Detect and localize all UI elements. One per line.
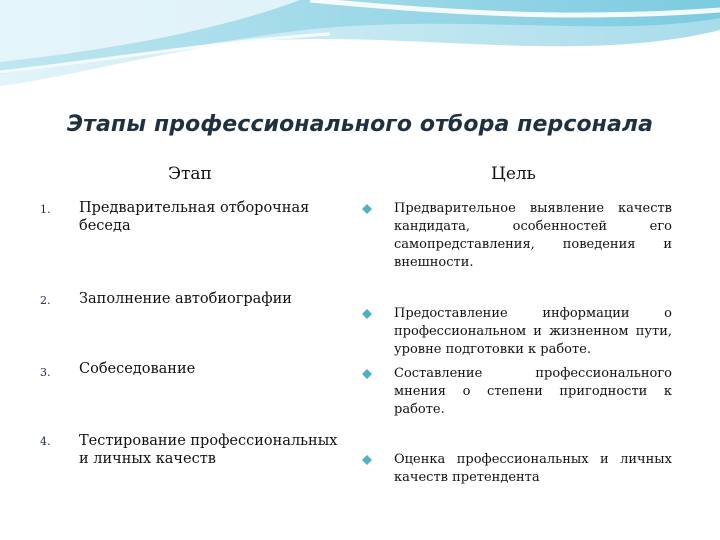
goal-text: Предварительное выявление качеств кандидата, особенностей его самопредставления, поведения и внешности.: [394, 201, 672, 270]
bullet-icon: [362, 309, 372, 319]
stage-item: Собеседование: [79, 361, 196, 377]
column-header-goal: Цель: [491, 164, 536, 184]
goal-item: [362, 451, 672, 487]
goal-text: Составление профессионального мнения о степени пригодности к работе.: [394, 366, 672, 417]
goal-item: [362, 200, 672, 272]
goal-text: Предоставление информации о профессиональном и жизненном пути, уровне подготовки к работе.: [394, 306, 672, 357]
stage-number: 2.: [40, 294, 51, 307]
stage-item: Тестирование профессиональных и личных качеств: [79, 433, 338, 467]
bullet-icon: [362, 369, 372, 379]
goal-text: Оценка профессиональных и личных качеств претендента: [394, 452, 672, 485]
goal-item: [362, 365, 672, 419]
bullet-icon: [362, 455, 372, 465]
header-wave-decoration: [0, 0, 720, 100]
stage-number: 4.: [40, 435, 51, 448]
stage-item: Заполнение автобиографии: [79, 291, 292, 307]
stage-item: Предварительная отборочная беседа: [79, 200, 310, 234]
bullet-icon: [362, 204, 372, 214]
goal-item: [362, 305, 672, 359]
stage-number: 3.: [40, 366, 51, 379]
slide-title: Этапы профессионального отбора персонала: [66, 112, 654, 137]
column-header-stage: Этап: [168, 164, 212, 184]
stage-number: 1.: [40, 203, 51, 216]
